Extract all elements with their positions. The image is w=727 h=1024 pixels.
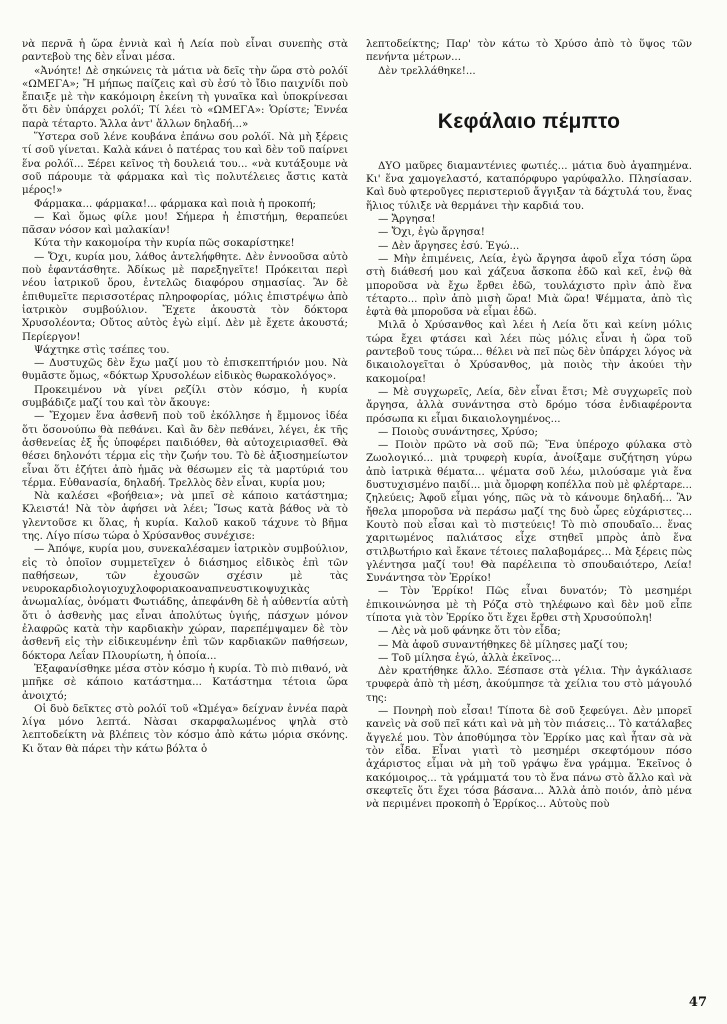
paragraph: — Τοῦ μίλησα ἐγώ, ἀλλὰ ἐκεῖνος... <box>378 651 562 664</box>
paragraph: Κύτα τὴν κακομοίρα τὴν κυρία πῶς σοκαρίστηκε! <box>34 237 295 250</box>
paragraph: λεπτοδείκτης; Παρ' τὸν κάτω τὸ Χρύσο ἀπὸ τὸ ὕψος τῶν πενήντα μέτρων... <box>366 38 692 64</box>
paragraph: — Καὶ ὅμως φίλε μου! Σήμερα ἡ ἐπιστήμη, θεραπεύει πᾶσαν νόσον καὶ μαλακίαν! <box>22 210 348 237</box>
paragraph: Προκειμένου νὰ γίνει ρεζίλι στὸν κόσμο, ἡ κυρία συμβάδιζε μαζί του καὶ τὸν ἄκουγε: <box>22 383 348 410</box>
paragraph: — Ὄχι, ἐγὼ ἄργησα! <box>378 226 485 239</box>
paragraph: — Ὄχι, κυρία μου, λάθος ἀντελήφθητε. Δὲν ἐννοοῦσα αὐτὸ ποὺ ἐφαντάσθητε. Ἀδίκως μὲ παρεξηγεῖτε! Πρόκειται περὶ νέου ἰατρικοῦ ὅρου, ἐντελῶς διαφόρου σημασίας. Ἂν δὲ ἐπιθυμεῖτε περισσοτέρας πληροφορίας, μόλις ἐπιστρέψω ἀπὸ ἰατρικὸν συμβούλιον. Ἔχετε ἀκουστὰ τὸν δόκτορα Χρυσολέοντα; Οὔτος αὐτὸς ἐγὼ εἰμί. Δὲν μὲ ἔχετε ἀκουστά; Περίεργον! <box>22 250 348 343</box>
right-column <box>366 38 692 811</box>
paragraph: ΔΥΟ μαῦρες διαμαντένιες φωτιές... μάτια δυὸ ἀγαπημένα. Κι' ἕνα χαμογελαστό, καταπόρφυρο γαρύφαλλο. Πλησίασαν. Καὶ δυὸ φτεροῦγες περιστεριοῦ ἄγγιξαν τὰ δάχτυλά του, ἕνας ἥλιος τύλιξε νὰ θερμάνει τὴν καρδιά του. <box>366 159 692 212</box>
page-number: 47 <box>688 995 707 1010</box>
paragraph: Μιλᾶ ὁ Χρύσανθος καὶ λέει ἡ Λεία ὅτι καὶ κείνη μόλις τώρα ἔχει φτάσει καὶ λέει πὼς μόλις εἶναι ἡ ὥρα τοῦ ραντεβοῦ τους τώρα... θέλει νὰ πεῖ πὼς δὲν ὑπάρχει λόγος νὰ δικαιολογεῖται ὁ Χρύσανθος, μὰ ποιὸς τὴν ἀκούει τὴν κακομοίρα! <box>366 319 692 385</box>
paragraph: Ὕστερα σοῦ λένε κουβάνα ἐπάνω σου ρολόϊ. Νὰ μὴ ξέρεις τί σοῦ γίνεται. Καλὰ κάνει ὁ πατέρας του καὶ δὲν τοῦ παίρνει ἕνα ρολόϊ... Ξέρει κεῖνος τὴ δουλειά του... «νὰ κυτάξουμε νὰ σοῦ πάρουμε τὰ φάρμακα καὶ τὶς πολυτέλειες ἄστις κατὰ μέρος!» <box>22 131 348 197</box>
paragraph: Νὰ καλέσει «βοήθεια»; νὰ μπεῖ σὲ κάποιο κατάστημα; Κλειστά! Νὰ τὸν ἀφήσει νὰ λέει; Ἴσως κατὰ βάθος νὰ τὸ γλεντοῦσε κι ὅλας, ἡ κυρία. Καλοῦ κακοῦ τάχυνε τὸ βῆμα της. Λίγο πίσω τώρα ὁ Χρύσανθος συνέχισε: <box>22 490 348 542</box>
paragraph: — Λὲς νὰ μοῦ φάνηκε ὅτι τὸν εἶδα; <box>378 625 561 638</box>
paragraph: — Ἄργησα! <box>378 213 436 226</box>
paragraph: — Τὸν Ἐρρίκο! Πῶς εἶναι δυνατόν; Τὸ μεσημέρι ἐπικοινώνησα μὲ τὴ Ρόζα στὸ τηλέφωνο καὶ δὲν μοῦ εἶπε τίποτα γιὰ τὸν Ἐρρίκο ὅτι ἔχει ἔρθει στὴ Χρυσούπολη! <box>366 585 692 624</box>
paragraph: Ἐξαφανίσθηκε μέσα στὸν κόσμο ἡ κυρία. Τὸ πιὸ πιθανό, νὰ μπῆκε σὲ κάποιο κατάστημα... Κατάστημα τέτοια ὥρα ἀνοιχτό; <box>22 662 348 702</box>
paragraph: — Ἀπόψε, κυρία μου, συνεκαλέσαμεν ἰατρικὸν συμβούλιον, εἰς τὸ ὁποῖον συμμετεῖχεν ὁ διάσημος εἰδικὸς ἐπὶ τῶν παθήσεων, τῶν ἐχουσῶν σχέσιν μὲ τὰς νευροκαρδιολογιοχυχλοφοριακοαναπνευστικοψυχικὰς ἀνωμαλίας, ὀνόματι Φωτιάδης, ἀπεφάνθη δὲ ἡ αὐθεντία αὐτὴ ὅτι ὁ ἀσθενὴς μας εἶναι ἀπολύτως ὑγιής, πάσχων μόνον ἐλαφρῶς κατὰ τὴν καρδιακὴν χώραν, παρεπέμψαμεν δὲ τὸν ἀσθενῆ εἰς τὴν εἰδικευμένην ἐπὶ τῶν καρδιακῶν παθήσεων, δόκτορα Λεΐαν Πλουρίωτη, ἡ ὁποία... <box>22 543 348 662</box>
paragraph: — Πονηρὴ ποὺ εἶσαι! Τίποτα δὲ σοῦ ξεφεύγει. Δὲν μπορεῖ κανεὶς νὰ σοῦ πεῖ κάτι καὶ νὰ μὴ τὸν πιάσεις... Τὸ κατάλαβες ἄγγελέ μου. Τὸν ἀποθύμησα τὸν Ἐρρίκο μας καὶ ἦταν σὰ νὰ τὸν εἶδα. Εἶναι γιατὶ τὸ μεσημέρι σκεφτόμουν πόσο ἀχάριστος εἶμαι νὰ μὴ τοῦ γράψω ἕνα γράμμα. Ἐκεῖνος ὁ κακόμοιρος... τὰ γράμματά του τὸ ἕνα πάνω στὸ ἄλλο καὶ νὰ σκεφτεῖς ὅτι ἔχει τόσα βάσανα... Ἀλλὰ ἀπὸ ποιόν, ἀπὸ μένα νὰ περιμένει προκοπὴ ὁ Ἐρρίκος... Αὐτοὺς ποὺ <box>366 705 692 811</box>
paragraph: νὰ περνᾶ ἡ ὥρα ἐννιὰ καὶ ἡ Λεία ποὺ εἶναι συνεπὴς στὰ ραντεβοὺ της δὲν εἶναι μέσα. <box>22 38 348 64</box>
paragraph: Φάρμακα... φάρμακα!... φάρμακα καὶ ποιὰ ἡ προκοπή; <box>34 197 317 210</box>
paragraph: — Δὲν ἄργησες ἐσύ. Ἐγώ... <box>378 239 520 252</box>
left-column <box>22 38 348 756</box>
page <box>22 38 708 978</box>
paragraph: — Ποιὸν πρῶτο νὰ σοῦ πῶ; Ἕνα ὑπέροχο φύλακα στὸ Ζωολογικό... μιὰ τρυφερὴ κυρία, ἀνοίξαμε συζήτηση γύρω ἀπὸ ἰατρικὰ θέματα... ψέματα σοῦ λέω, μιλούσαμε γιὰ ἕνα δυστυχισμένο παιδί... μιὰ ὄμορφη κοπέλλα ποὺ μὲ φλέρταρε... ζηλεύεις; Ἀφοῦ εἶμαι γόης, πῶς νὰ τὸ κάνουμε δηλαδή... Ἂν ἤθελα μποροῦσα νὰ περάσω μαζί της δυὸ ὧρες εὐχάριστες... Κουτὸ ποὺ εἶσαι καὶ τὸ πιστεύεις! Τὸ πιὸ σπουδαῖο... ἕνας χαριτωμένος παλιάτσος εἶχε στηθεῖ μπρὸς ἀπὸ ἕνα στιλβωτήριο καὶ ἔκανε τέτοιες παλαβομάρες... Μὰ ξέρεις πὼς γλέντησα μαζί του! Θὰ παρέλειπα τὸ σπουδαιότερο, Λεία! Συνάντησα τὸν Ἐρρίκο! <box>366 439 692 585</box>
paragraph: — Ποιοὺς συνάντησες, Χρύσο; <box>378 425 538 438</box>
paragraph: Δὲν κρατήθηκε ἄλλο. Ξέσπασε στὰ γέλια. Τὴν ἀγκάλιασε τρυφερὰ ἀπὸ τὴ μέση, ἀκούμπησε τὰ χείλια του στὸ μάγουλό της: <box>366 665 692 704</box>
paragraph: — Μὲ συγχωρεῖς, Λεία, δὲν εἶναι ἔτσι; Μὲ συγχωρεῖς ποὺ ἄργησα, ἀλλὰ συνάντησα στὸ δρόμο τόσα ἐνδιαφέροντα πρόσωπα κι εἶμαι δικαιολογημένος... <box>366 385 692 425</box>
chapter-title: Κεφάλαιο πέμπτο <box>437 109 621 133</box>
paragraph: — Μὰ ἀφοῦ συναντήθηκες δὲ μίλησες μαζί του; <box>378 638 629 651</box>
paragraph: — Δυστυχῶς δὲν ἔχω μαζί μου τὸ ἐπισκεπτήριόν μου. Νὰ θυμᾶστε ὅμως, «δόκτωρ Χρυσολέων εἰδικὸς θωρακολόγος». <box>22 357 348 383</box>
paragraph: Οἱ δυὸ δεῖκτες στὸ ρολόϊ τοῦ «Ὠμέγα» δείχναν ἐννέα παρὰ λίγα μόνο λεπτά. Νὰσαι σκαρφαλωμένος ψηλὰ στὸ λεπτοδείκτη νὰ βλέπεις τὸν κόσμο ἀπὸ κάτω μόρια σκόνης. Κι ὅταν θὰ πάρει τὴν κάτω βόλτα ὁ <box>22 702 348 755</box>
paragraph: Ψάχτηκε στὶς τσέπες του. <box>34 343 170 356</box>
paragraph: «Ἀνόητε! Δὲ σηκώνεις τὰ μάτια νὰ δεῖς τὴν ὥρα στὸ ρολόϊ «ΩΜΕΓΑ»; Ἤ μήπως παίζεις καὶ σὺ ἐσύ τὸ ἴδιο παιχνίδι ποὺ ἔπαιξε μὲ τὴν κακόμοιρη ἐκείνη τὴ γυναῖκα καὶ ὑποκρίνεσαι ὅτι δὲν ὑπάρχει ρολόϊ; Τί λέει τὸ «ΩΜΕΓΑ»: Ὁρίστε; Ἐννέα παρὰ τέταρτο. Ἄλλα ἀντ' ἄλλων δηλαδή...» <box>22 64 348 130</box>
paragraph: Δὲν τρελλάθηκε!... <box>378 64 476 77</box>
paragraph: — Ἔχομεν ἕνα ἀσθενῆ ποὺ τοῦ ἐκόλλησε ἡ ἔμμονος ἰδέα ὅτι ὅσονούπω θὰ πεθάνει. Καὶ ἂν δὲν πεθάνει, λέγει, ἐκ τῆς ἀσθενείας ἐξ ἧς ὑποφέρει παιδιόθεν, θὰ αὐτοχειριασθεῖ. Θὰ θέσει δηλονότι τέρμα εἰς τὴν ζωήν του. Τὸ δὲ ἀξιοσημείωτον εἶναι ὅτι ἐζήτει ἀπὸ ἡμᾶς νὰ θέσωμεν εἰς τὰ μαρτύριά του τέρμα. Εὐθανασία, δηλαδή. Τρελλὸς δὲν εἶναι, κυρία μου; <box>22 410 348 489</box>
paragraph: — Μὴν ἐπιμένεις, Λεία, ἐγὼ ἄργησα ἀφοῦ εἶχα τόση ὥρα στὴ διάθεσή μου καὶ χάζευα ἄσκοπα ἐδῶ καὶ κεῖ, ἐνῷ θὰ μποροῦσα νὰ ἔχω ἔρθει ἐδῶ, τουλάχιστο πρὶν ἀπὸ ἕνα τέταρτο... πρὶν ἀπὸ μισὴ ὥρα! Μιὰ ὥρα! Ψέμματα, ἀπὸ τὶς ἑφτὰ θὰ μποροῦσα νὰ εἶμαι ἐδῶ. <box>366 252 692 319</box>
